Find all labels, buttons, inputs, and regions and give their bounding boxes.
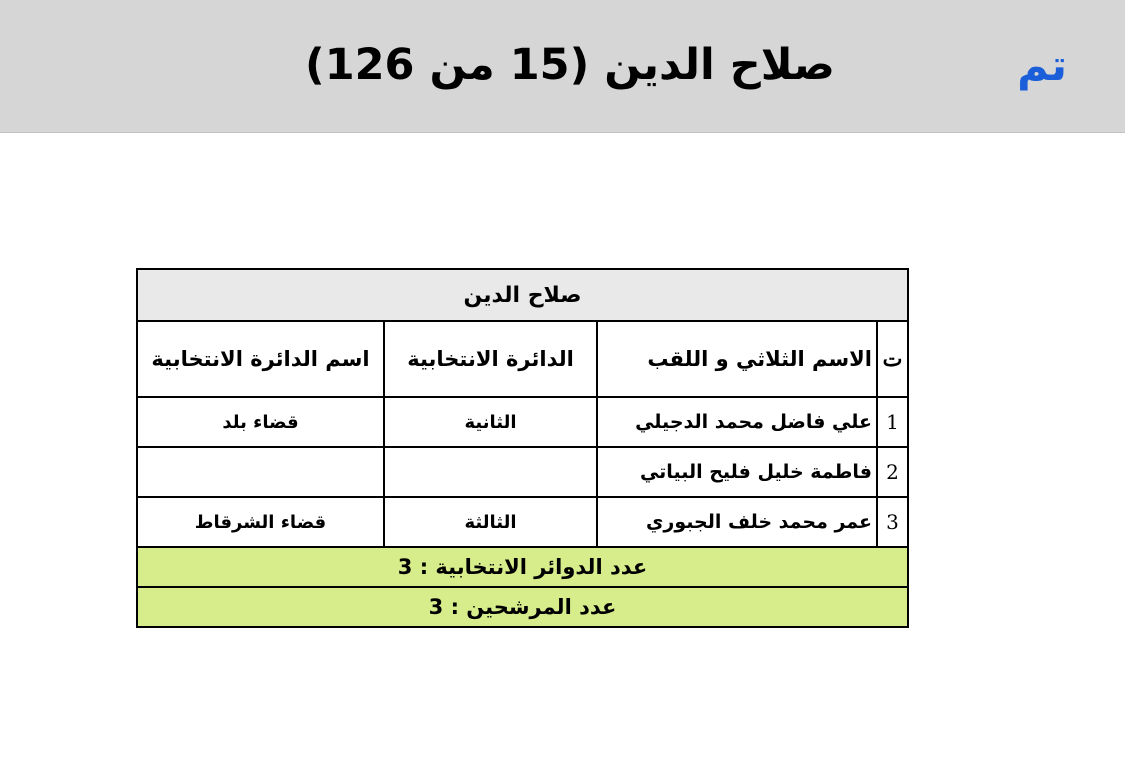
candidates-count: عدد المرشحين : 3 [137, 587, 908, 627]
done-button[interactable]: تم [1017, 41, 1067, 91]
summary-row [137, 547, 908, 587]
candidate-name: عمر محمد خلف الجبوري [597, 497, 877, 547]
district: الثانية [384, 397, 597, 447]
column-header-district-name: اسم الدائرة الانتخابية [137, 321, 384, 397]
row-number: 1 [877, 397, 908, 447]
districts-count: عدد الدوائر الانتخابية : 3 [137, 547, 908, 587]
navigation-bar [0, 0, 1125, 133]
table-caption: صلاح الدين [137, 269, 908, 321]
page-title: صلاح الدين (15 من 126) [305, 40, 835, 90]
district-name [137, 447, 384, 497]
column-header-name: الاسم الثلاثي و اللقب [597, 321, 877, 397]
table-row [137, 397, 908, 447]
district-name: قضاء الشرقاط [137, 497, 384, 547]
district-name: قضاء بلد [137, 397, 384, 447]
row-number: 3 [877, 497, 908, 547]
candidate-name: علي فاضل محمد الدجيلي [597, 397, 877, 447]
table-header-row [137, 321, 908, 397]
table-row [137, 497, 908, 547]
district: الثالثة [384, 497, 597, 547]
row-number: 2 [877, 447, 908, 497]
district [384, 447, 597, 497]
column-header-number: ت [877, 321, 908, 397]
column-header-district: الدائرة الانتخابية [384, 321, 597, 397]
summary-row [137, 587, 908, 627]
table-row [137, 447, 908, 497]
candidates-table [136, 268, 909, 628]
candidate-name: فاطمة خليل فليح البياتي [597, 447, 877, 497]
